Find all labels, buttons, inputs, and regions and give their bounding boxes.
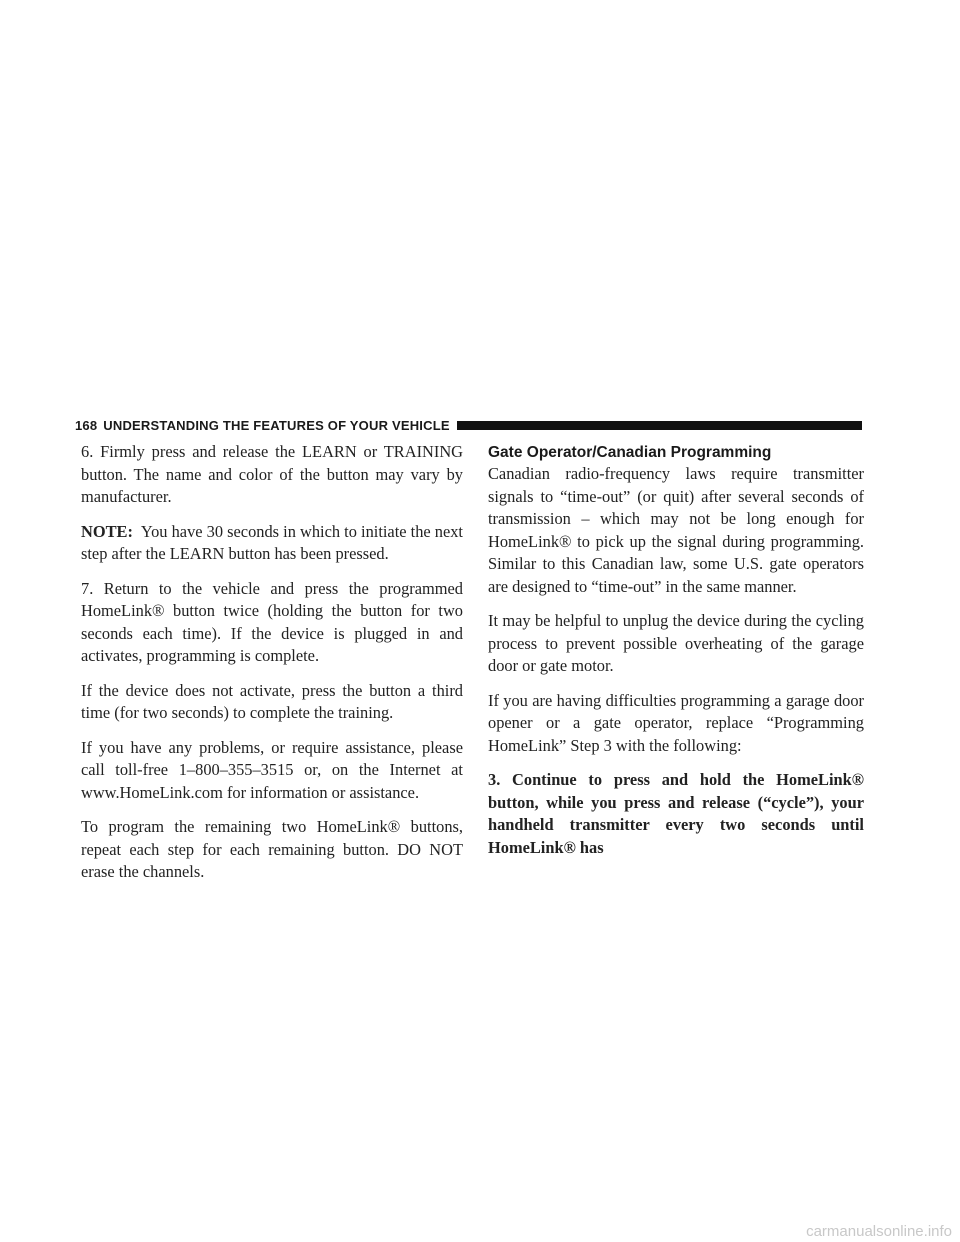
problems-paragraph: If you have any problems, or require assistance, please call toll-free 1–800–355–3515 or, on the Internet at www.HomeLink.com for information or assistance.: [81, 737, 463, 802]
remaining-buttons-paragraph: To program the remaining two HomeLink® buttons, repeat each step for each remaining button. DO NOT erase the channels.: [81, 817, 463, 881]
header-rule: [457, 421, 862, 430]
step-7-paragraph: 7. Return to the vehicle and press the programmed HomeLink® button twice (holding the button for two seconds each time). If the device is plugged in and activates, programming is complete.: [81, 578, 463, 665]
step-3-paragraph: 3. Continue to press and hold the HomeLink® button, while you press and release (“cycle”), your handheld transmitter every two seconds until HomeLink® has: [488, 770, 864, 857]
note-text: You have 30 seconds in which to initiate the next step after the LEARN button has been pressed.: [81, 521, 463, 563]
note-label: NOTE:: [81, 521, 133, 541]
section-title: UNDERSTANDING THE FEATURES OF YOUR VEHICLE: [103, 417, 450, 433]
page-header: [75, 416, 862, 434]
right-column: [488, 441, 864, 871]
difficulties-paragraph: If you are having difficulties programming a garage door opener or a gate operator, replace “Programming HomeLink” Step 3 with the following:: [488, 690, 864, 755]
gate-operator-heading: Gate Operator/Canadian Programming: [488, 444, 772, 461]
page-number: 168: [75, 417, 98, 433]
watermark: carmanualsonline.info: [806, 1223, 952, 1240]
note-paragraph: [81, 521, 463, 566]
step-6-paragraph: 6. Firmly press and release the LEARN or TRAINING button. The name and color of the button may vary by manufacturer.: [81, 442, 463, 506]
not-activate-paragraph: If the device does not activate, press the button a third time (for two seconds) to complete the training.: [81, 680, 463, 722]
canadian-laws-paragraph: Canadian radio-frequency laws require transmitter signals to “time-out” (or quit) after several seconds of transmission – which may not be long enough for HomeLink® to pick up the signal during programming. Similar to this Canadian law, some U.S. gate operators are designed to “time-out” in the same manner.: [488, 464, 864, 596]
left-column: [81, 441, 463, 896]
unplug-paragraph: It may be helpful to unplug the device during the cycling process to prevent possible overheating of the garage door or gate motor.: [488, 611, 864, 675]
